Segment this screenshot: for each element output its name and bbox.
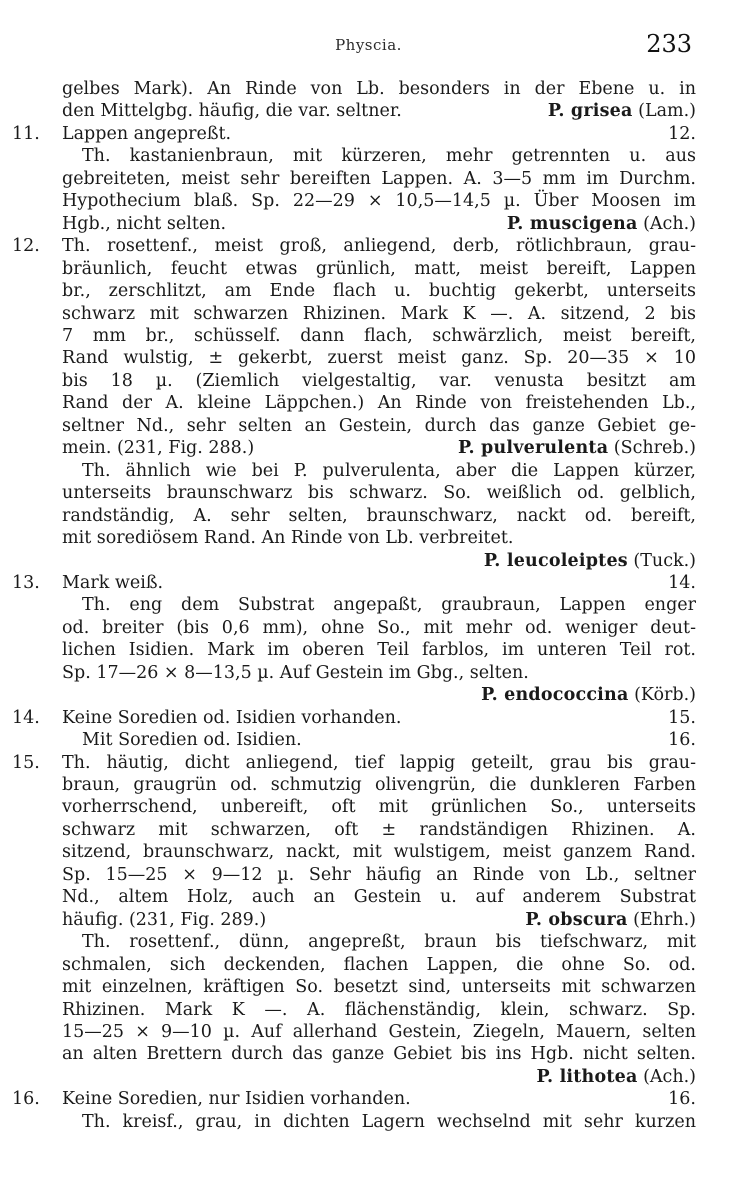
- key-reference: 16.: [668, 1089, 696, 1110]
- species-name: [548, 100, 696, 122]
- key-number: 13.: [12, 572, 40, 593]
- line-text: Mit Soredien od. Isidien.: [82, 730, 302, 751]
- key-number: 11.: [12, 123, 40, 144]
- line-text: bräunlich, feucht etwas grünlich, matt, meist bereift, Lappen: [62, 258, 696, 279]
- line-text: Th. häutig, dicht anliegend, tief lappig geteilt, grau bis grau-: [62, 752, 696, 773]
- text-line: [62, 954, 696, 976]
- text-line: [62, 258, 696, 280]
- species-author: (Ach.): [637, 213, 696, 234]
- line-text: Hypothecium blaß. Sp. 22—29 × 10,5—14,5 µ. Über Moosen im: [62, 191, 696, 212]
- text-line: [62, 213, 696, 235]
- line-text: Rand wulstig, ± gekerbt, zuerst meist ganz. Sp. 20—35 × 10: [62, 348, 696, 369]
- species-author: (Ach.): [637, 1066, 696, 1087]
- text-line: [62, 976, 696, 998]
- line-text: Rand der A. kleine Läppchen.) An Rinde von freistehenden Lb.,: [62, 393, 696, 414]
- line-text: sitzend, braunschwarz, nackt, mit wulstigem, meist ganzem Rand.: [62, 842, 696, 863]
- text-line: [62, 1111, 696, 1133]
- line-text: braun, graugrün od. schmutzig olivengrün, die dunkleren Farben: [62, 775, 696, 796]
- text-line: [62, 729, 696, 751]
- text-line: [62, 460, 696, 482]
- text-line: [62, 280, 696, 302]
- line-text: Nd., altem Holz, auch an Gestein u. auf anderem Substrat: [62, 887, 696, 908]
- text-line: [62, 145, 696, 167]
- species-author: (Ehrh.): [627, 909, 696, 930]
- line-text: schwarz mit schwarzen, oft ± randständigen Rhizinen. A.: [62, 819, 696, 840]
- line-text: Th. kreisf., grau, in dichten Lagern wechselnd mit sehr kurzen: [82, 1111, 696, 1132]
- species-author: (Lam.): [632, 101, 696, 122]
- text-line: [12, 752, 696, 774]
- species-name: [507, 213, 696, 235]
- key-reference: 16.: [668, 730, 696, 751]
- text-line: [62, 841, 696, 863]
- text-line: [62, 527, 696, 549]
- running-head: Physcia.: [335, 36, 402, 54]
- line-text: 7 mm br., schüsself. dann flach, schwärzlich, meist bereift,: [62, 325, 696, 346]
- key-number: 14.: [12, 707, 40, 728]
- text-line: [62, 796, 696, 818]
- text-line: [62, 864, 696, 886]
- species-binomial: P. leucoleiptes: [483, 550, 628, 571]
- species-name: [481, 684, 696, 706]
- text-line: [62, 370, 696, 392]
- text-line: [62, 594, 696, 616]
- line-text: schwarz mit schwarzen Rhizinen. Mark K —. A. sitzend, 2 bis: [62, 303, 696, 324]
- text-line: [62, 617, 696, 639]
- page-number: 233: [646, 30, 692, 58]
- species-name: [484, 550, 696, 572]
- species-author: (Körb.): [628, 685, 696, 706]
- line-text: Th. rosettenf., meist groß, anliegend, derb, rötlichbraun, grau-: [62, 236, 696, 257]
- species-binomial: P. pulverulenta: [458, 438, 609, 459]
- line-text: häufig. (231, Fig. 289.): [62, 909, 267, 930]
- line-text: Keine Soredien od. Isidien vorhanden.: [62, 707, 402, 728]
- species-binomial: P. obscura: [525, 909, 628, 930]
- line-text: Keine Soredien, nur Isidien vorhanden.: [62, 1089, 411, 1110]
- line-text: Th. rosettenf., dünn, angepreßt, braun bis tiefschwarz, mit: [82, 932, 696, 953]
- line-text: br., zerschlitzt, am Ende flach u. buchtig gekerbt, unterseits: [62, 281, 696, 302]
- species-name: [525, 909, 696, 931]
- text-line: [62, 1066, 696, 1088]
- text-line: [12, 123, 696, 145]
- line-text: unterseits braunschwarz bis schwarz. So. weißlich od. gelblich,: [62, 483, 696, 504]
- text-line: [62, 639, 696, 661]
- text-line: [62, 684, 696, 706]
- line-text: bis 18 µ. (Ziemlich vielgestaltig, var. venusta besitzt am: [62, 370, 696, 391]
- line-text: Hgb., nicht selten.: [62, 213, 227, 234]
- species-binomial: P. grisea: [547, 101, 633, 122]
- text-line: [62, 325, 696, 347]
- key-reference: 15.: [668, 707, 696, 728]
- line-text: an alten Brettern durch das ganze Gebiet bis ins Hgb. nicht selten.: [62, 1044, 696, 1065]
- page-header: [0, 26, 737, 60]
- text-line: [62, 347, 696, 369]
- text-line: [62, 550, 696, 572]
- text-line: [62, 1043, 696, 1065]
- text-line: [62, 819, 696, 841]
- text-line: [12, 707, 696, 729]
- line-text: schmalen, sich deckenden, flachen Lappen, die ohne So. od.: [62, 954, 696, 975]
- text-line: [62, 190, 696, 212]
- body-text: [12, 78, 696, 1133]
- key-number: 16.: [12, 1089, 40, 1110]
- line-text: 15—25 × 9—10 µ. Auf allerhand Gestein, Ziegeln, Mauern, selten: [62, 1022, 696, 1042]
- line-text: Lappen angepreßt.: [62, 123, 232, 144]
- line-text: Th. eng dem Substrat angepaßt, graubraun, Lappen enger: [82, 595, 696, 616]
- line-text: vorherrschend, unbereift, oft mit grünlichen So., unterseits: [62, 797, 696, 818]
- species-binomial: P. muscigena: [506, 213, 638, 234]
- line-text: od. breiter (bis 0,6 mm), ohne So., mit mehr od. weniger deut-: [62, 617, 696, 638]
- line-text: Sp. 15—25 × 9—12 µ. Sehr häufig an Rinde von Lb., seltner: [62, 864, 696, 885]
- line-text: gebreiteten, meist sehr bereiften Lappen. A. 3—5 mm im Durchm.: [62, 168, 696, 189]
- text-line: [62, 505, 696, 527]
- species-binomial: P. lithotea: [536, 1066, 638, 1087]
- line-text: Sp. 17—26 × 8—13,5 µ. Auf Gestein im Gbg., selten.: [62, 662, 529, 683]
- line-text: Th. ähnlich wie bei P. pulverulenta, aber die Lappen kürzer,: [82, 460, 696, 481]
- text-line: [62, 886, 696, 908]
- text-line: [62, 437, 696, 459]
- line-text: Th. kastanienbraun, mit kürzeren, mehr getrennten u. aus: [82, 146, 696, 167]
- species-author: (Tuck.): [627, 550, 696, 571]
- text-line: [62, 774, 696, 796]
- text-line: [62, 931, 696, 953]
- line-text: mit sorediösem Rand. An Rinde von Lb. verbreitet.: [62, 528, 514, 549]
- text-line: [62, 909, 696, 931]
- text-line: [62, 303, 696, 325]
- line-text: den Mittelgbg. häufig, die var. seltner.: [62, 101, 402, 122]
- species-binomial: P. endococcina: [481, 685, 629, 706]
- line-text: lichen Isidien. Mark im oberen Teil farblos, im unteren Teil rot.: [62, 640, 696, 661]
- text-line: [62, 482, 696, 504]
- line-text: Rhizinen. Mark K —. A. flächenständig, klein, schwarz. Sp.: [62, 999, 696, 1020]
- text-line: [12, 572, 696, 594]
- line-text: mit einzelnen, kräftigen So. besetzt sind, unterseits mit schwarzen: [62, 977, 696, 998]
- text-line: [62, 100, 696, 122]
- line-text: gelbes Mark). An Rinde von Lb. besonders in der Ebene u. in: [62, 79, 696, 99]
- text-line: [62, 168, 696, 190]
- line-text: seltner Nd., sehr selten an Gestein, durch das ganze Gebiet ge-: [62, 415, 696, 436]
- species-author: (Schreb.): [608, 438, 696, 459]
- line-text: Mark weiß.: [62, 572, 164, 593]
- line-text: mein. (231, Fig. 288.): [62, 438, 255, 459]
- species-name: [537, 1066, 696, 1088]
- text-line: [62, 999, 696, 1021]
- text-line: [12, 235, 696, 257]
- key-reference: 12.: [668, 123, 696, 144]
- text-line: [62, 1021, 696, 1043]
- key-reference: 14.: [668, 572, 696, 593]
- text-line: [62, 662, 696, 684]
- species-name: [458, 437, 696, 459]
- text-line: [62, 415, 696, 437]
- text-line: [12, 1088, 696, 1110]
- line-text: randständig, A. sehr selten, braunschwarz, nackt od. bereift,: [62, 505, 696, 526]
- key-number: 15.: [12, 752, 40, 773]
- text-line: [62, 78, 696, 100]
- text-line: [62, 392, 696, 414]
- key-number: 12.: [12, 236, 40, 257]
